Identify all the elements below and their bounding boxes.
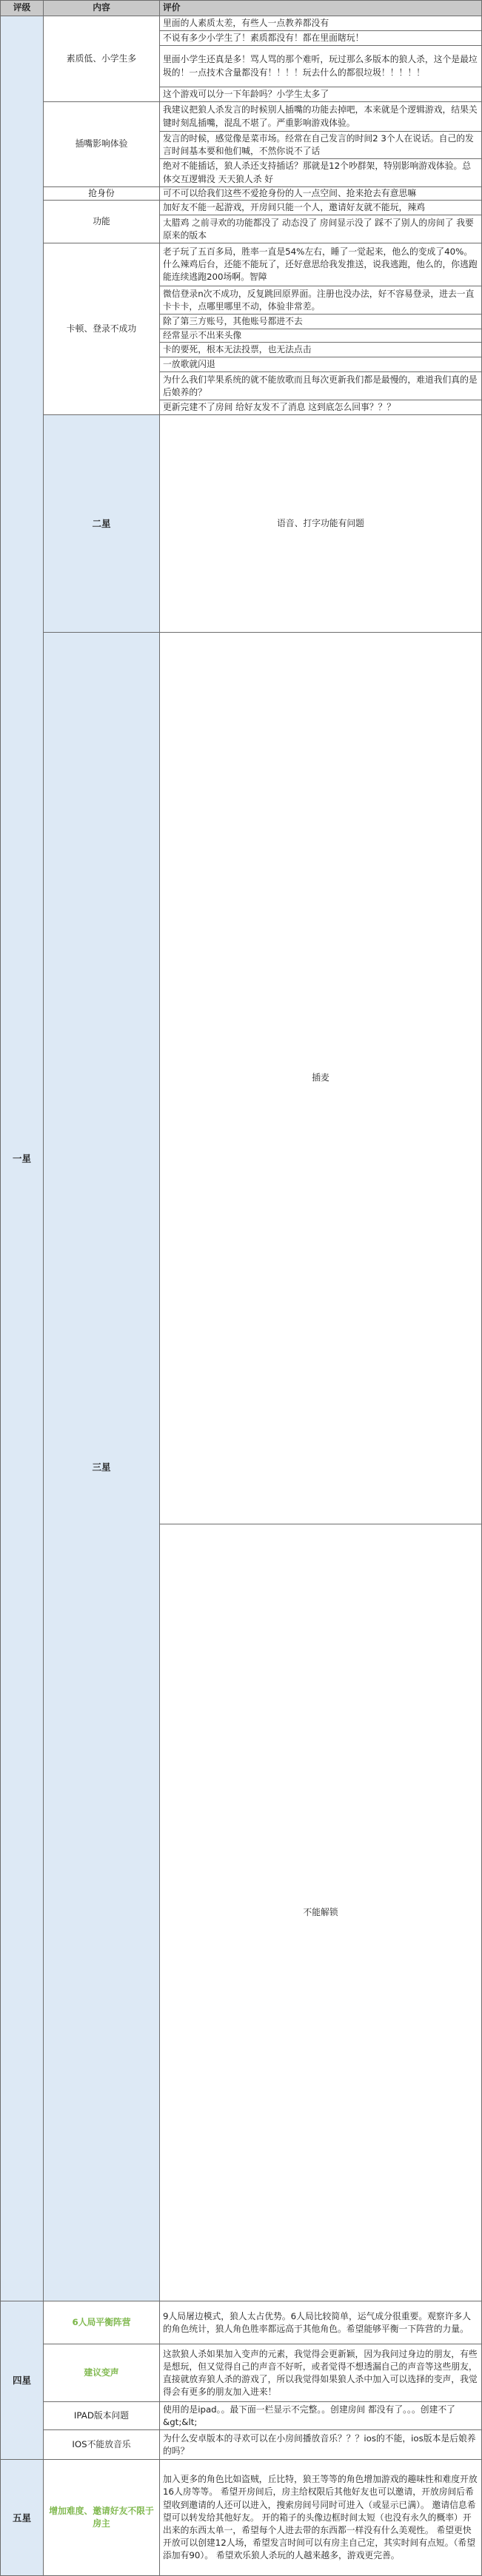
level-one-star: 一星 xyxy=(1,16,44,2301)
comment-cell: 卡的要死，根本无法投票，也无法点击 xyxy=(160,343,482,357)
comment-cell: 为什么安卓版本的寻欢可以在小房间播放音乐？？？ios的不能，ios版本是后娘养的吗？ xyxy=(160,2430,482,2460)
comment-cell: 老子玩了五百多局，胜率一直是54%左右，睡了一觉起来，他么的变成了40%。什么辣鸡后台，还能不能玩了，还好意思给我发推送，说我逃跑，他么的，你逃跑能连续逃跑200场啊。智障 xyxy=(160,243,482,286)
comment-cell: 使用的是ipad。。最下面一栏显示不完整。。创建房间 都没有了。。。创建不了&gt;&lt; xyxy=(160,2402,482,2430)
comment-cell: 里面小学生还真是多！骂人骂的那个难听，玩过那么多版本的狼人杀，这个是最垃圾的！一点技术含量都没有！！！！玩去什么的都很垃圾！！！！！ xyxy=(160,46,482,87)
level-four-star: 四星 xyxy=(1,2301,44,2460)
table-row xyxy=(1,2402,482,2430)
comment-cell: 加好友不能一起游戏，开房间只能一个人，邀请好友就不能玩，辣鸡 xyxy=(160,201,482,215)
category-cell: 6人局平衡阵营 xyxy=(44,2301,160,2344)
category-cell: IPAD版本问题 xyxy=(44,2402,160,2430)
comment-cell: 更新完建不了房间 给好友发不了消息 这到底怎么回事？？？ xyxy=(160,400,482,415)
category-cell: 增加难度、邀请好友不限于房主 xyxy=(44,2460,160,2576)
category-cell: 功能 xyxy=(44,201,160,243)
comment-cell: 这款狼人杀如果加入变声的元素，我觉得会更新颖，因为我问过身边的朋友，有些是想玩，但又觉得自己的声音不好听，或者觉得不想透漏自己的声音等这些朋友，直接就放弃狼人杀的游戏了，所以我觉得如果狼人杀中加入可以选择的变声，我觉得会有更多的朋友加入进来！ xyxy=(160,2344,482,2402)
table-row xyxy=(1,2430,482,2460)
table-row xyxy=(1,415,482,632)
comment-cell: 我建议把狼人杀发言的时候别人插嘴的功能去掉吧，本来就是个逻辑游戏，结果关键时刻乱插嘴，混乱不堪了。严重影响游戏体验。 xyxy=(160,102,482,132)
level-three-star: 三星 xyxy=(44,632,160,2301)
table-row xyxy=(1,2344,482,2402)
table-row xyxy=(1,2301,482,2344)
comment-cell: 绝对不能插话，狼人杀还支持插话？那就是12个吵群架，特别影响游戏体验。总体交互逻辑没 天天狼人杀 好 xyxy=(160,159,482,187)
comment-cell: 一放歌就闪退 xyxy=(160,357,482,372)
category-cell: 插麦 xyxy=(160,632,482,1524)
header-level: 评级 xyxy=(1,1,44,16)
category-cell: 抢身份 xyxy=(44,187,160,201)
comment-cell: 除了第三方账号，其他账号都进不去 xyxy=(160,315,482,329)
category-cell: 素质低、小学生多 xyxy=(44,16,160,102)
comment-cell: 不说有多少小学生了！素质都没有！都在里面瞎玩！ xyxy=(160,31,482,46)
table-row xyxy=(1,243,482,286)
comment-cell: 发言的时候，感觉像是菜市场。经常在自己发言的时间2 3个人在说话。自己的发言时间基本要和他们喊，不然你说不了话 xyxy=(160,132,482,159)
comment-cell: 经常显示不出来头像 xyxy=(160,329,482,343)
comment-cell: 9人局屠边模式，狼人太占优势。6人局比较简单，运气成分很重要。观察许多人的角色统计，狼人角色胜率都远高于其他角色。希望能够平衡一下阵营的力量。 xyxy=(160,2301,482,2344)
table-row xyxy=(1,187,482,201)
table-row xyxy=(1,16,482,31)
table-row xyxy=(1,632,482,1524)
header-row xyxy=(1,1,482,16)
table-row xyxy=(1,2460,482,2576)
comment-cell: 加入更多的角色比如盗贼，丘比特，狼王等等的角色增加游戏的趣味性和难度开放16人房等等。 希望开房间后，房主给权限后其他好友也可以邀请，开放房间后希望收到邀请的人还可以进入，搜索房间号同时可进入（或显示已满）。 邀请信息希望可以转发给其他好友。 开的箱子的头像边框时间太短（也没有永久的概率）开出来的东西太单一，希望每个人进去带的东西都一样没有什么美观性。 希望更快开放可以创建12人场，希望发言时间可以有房主自己定，其实时间有点短。（希望添加有90）。 希望欢乐狼人杀玩的人越来越多，游戏更完善。 xyxy=(160,2460,482,2576)
category-cell: 卡顿、登录不成功 xyxy=(44,243,160,415)
header-content: 内容 xyxy=(44,1,160,16)
category-cell: 语音、打字功能有问题 xyxy=(160,415,482,632)
comment-cell: 为什么我们苹果系统的就不能放歌而且每次更新我们都是最慢的，难道我们真的是后娘养的？ xyxy=(160,372,482,400)
header-review: 评价 xyxy=(160,1,482,16)
level-two-star: 二星 xyxy=(44,415,160,632)
comment-cell: 这个游戏可以分一下年龄吗？小学生太多了 xyxy=(160,87,482,102)
category-cell: 建议变声 xyxy=(44,2344,160,2402)
comment-cell: 可不可以给我们这些不爱抢身份的人一点空间、抢来抢去有意思嘛 xyxy=(160,187,482,201)
table-row xyxy=(1,102,482,132)
category-cell: 插嘴影响体验 xyxy=(44,102,160,187)
category-cell: IOS不能放音乐 xyxy=(44,2430,160,2460)
category-cell: 不能解锁 xyxy=(160,1524,482,2301)
comment-cell: 微信登录n次不成功，反复跳回原界面。注册也没办法，好不容易登录，进去一直卡卡卡，点哪里哪里不动，体验非常差。 xyxy=(160,286,482,315)
comment-cell: 里面的人素质太差，有些人一点教养都没有 xyxy=(160,16,482,31)
level-five-star: 五星 xyxy=(1,2460,44,2576)
comment-cell: 太腊鸡 之前寻欢的功能都没了 动态没了 房间显示没了 踩不了别人的房间了 我要原来的版本 xyxy=(160,215,482,243)
table-row xyxy=(1,201,482,215)
